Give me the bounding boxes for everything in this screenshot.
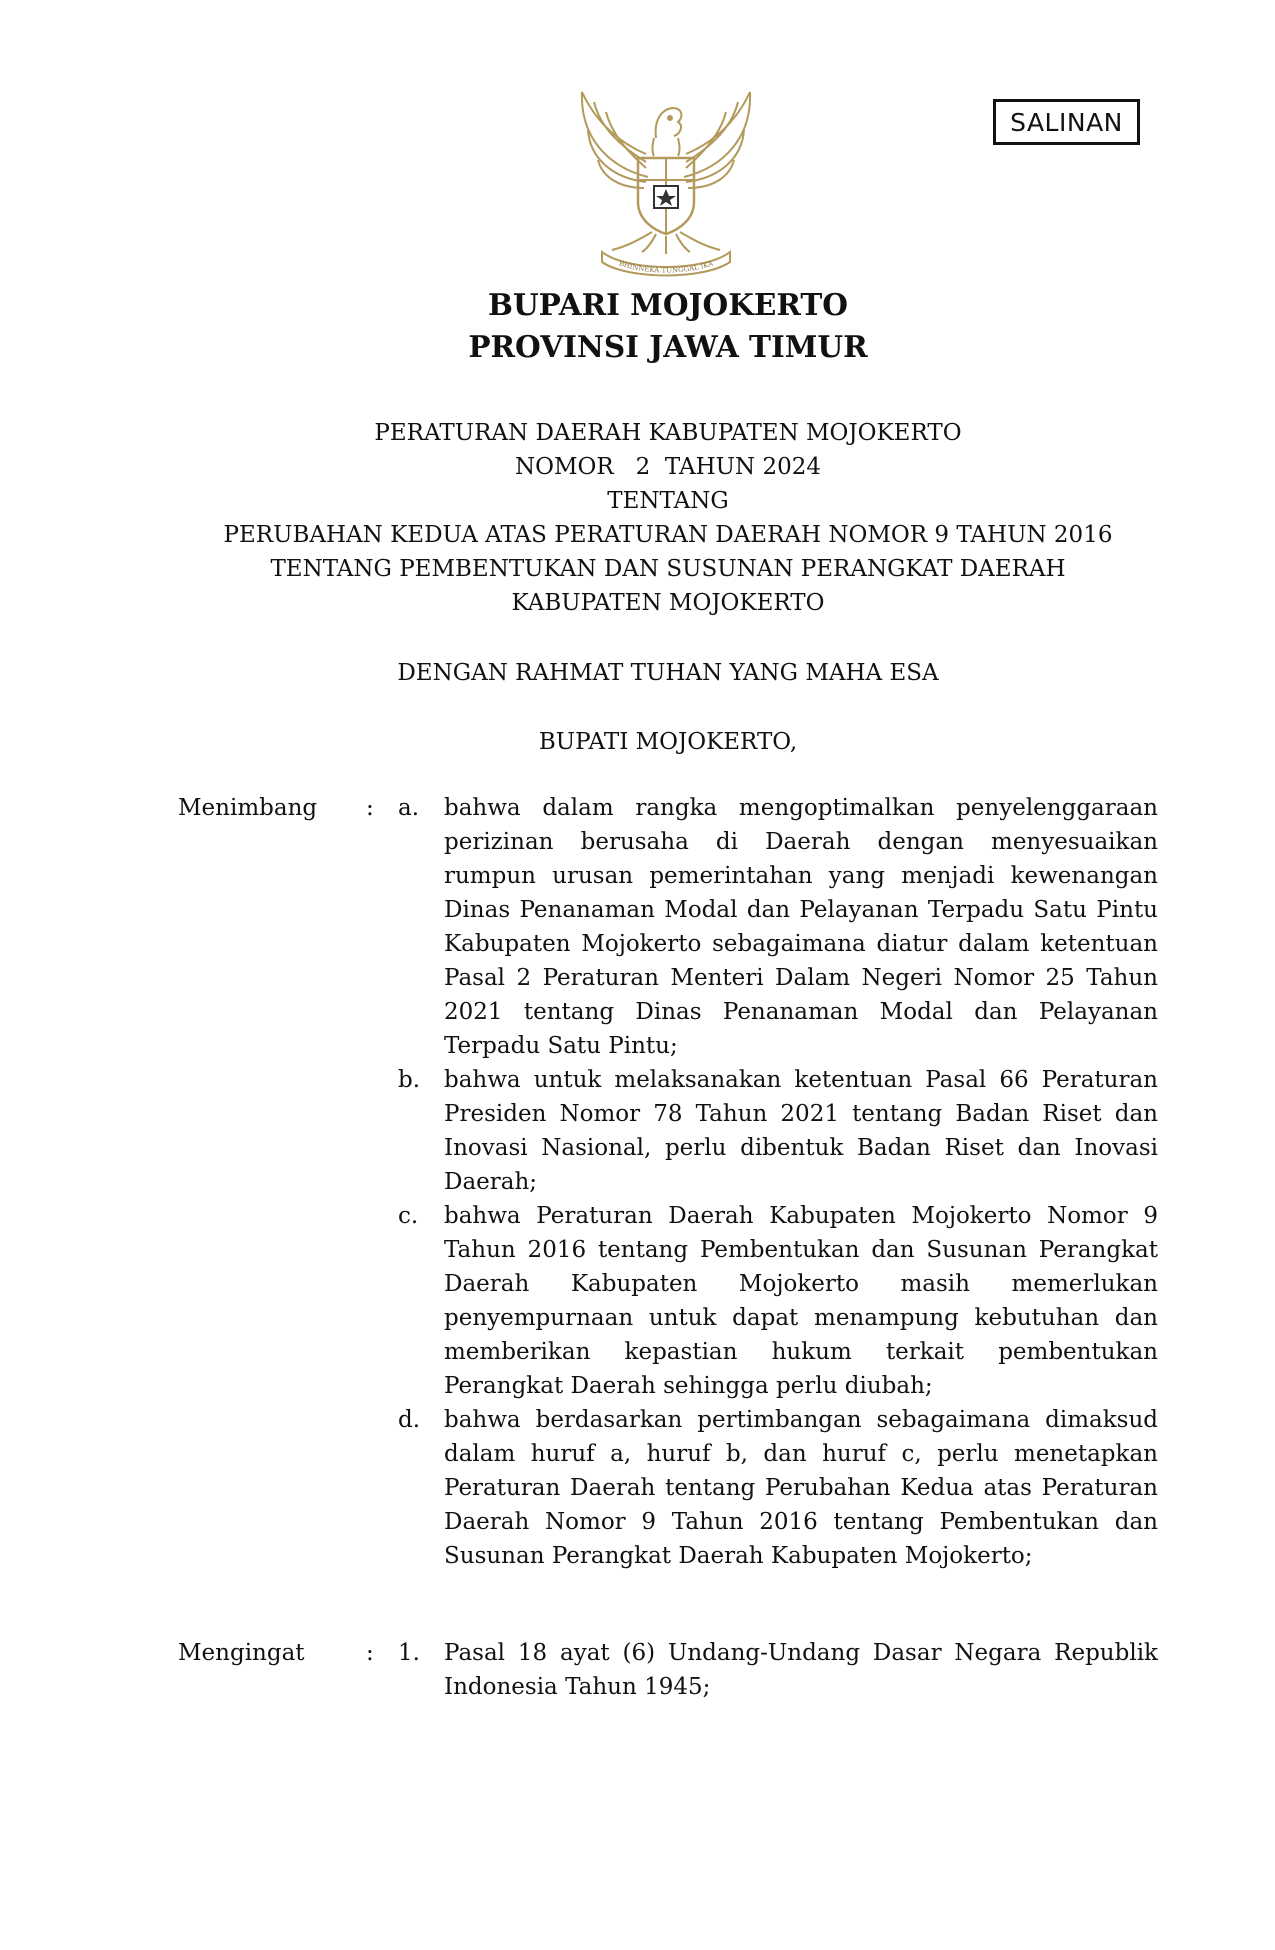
salinan-stamp: SALINAN — [993, 99, 1140, 145]
menimbang-colon: : — [366, 795, 374, 821]
item-marker: 1. — [398, 1640, 420, 1666]
title-line: KABUPATEN MOJOKERTO — [511, 590, 825, 616]
title-line: TENTANG PEMBENTUKAN DAN SUSUNAN PERANGKAT DAERAH — [270, 556, 1066, 582]
item-text: bahwa Peraturan Daerah Kabupaten Mojokerto Nomor 9 Tahun 2016 tentang Pembentukan dan Susunan Perangkat Daerah Kabupaten Mojokerto masih memerlukan penyempurnaan untuk dapat menampung kebutuhan dan memberikan kepastian hukum terkait pembentukan Perangkat Daerah sehingga perlu diubah; — [444, 1203, 1158, 1399]
list-item — [398, 1403, 1158, 1573]
province-heading: PROVINSI JAWA TIMUR — [468, 329, 868, 364]
preamble-rahmat: DENGAN RAHMAT TUHAN YANG MAHA ESA — [397, 660, 939, 686]
mengingat-colon: : — [366, 1640, 374, 1666]
mengingat-list — [398, 1636, 1158, 1704]
item-marker: d. — [398, 1407, 421, 1433]
mengingat-label: Mengingat — [178, 1640, 305, 1666]
item-marker: a. — [398, 795, 420, 821]
menimbang-list — [398, 791, 1158, 1573]
regulation-title — [0, 416, 1275, 620]
list-item — [398, 1063, 1158, 1199]
garuda-emblem-icon — [568, 82, 764, 280]
preamble-official: BUPATI MOJOKERTO, — [538, 729, 798, 755]
item-marker: b. — [398, 1067, 421, 1093]
item-marker: c. — [398, 1203, 419, 1229]
title-line: TENTANG — [607, 488, 729, 514]
list-item — [398, 1636, 1158, 1704]
list-item — [398, 791, 1158, 1063]
menimbang-label: Menimbang — [178, 795, 318, 821]
item-text: bahwa untuk melaksanakan ketentuan Pasal 66 Peraturan Presiden Nomor 78 Tahun 2021 tentang Badan Riset dan Inovasi Nasional, perlu dibentuk Badan Riset dan Inovasi Daerah; — [444, 1067, 1158, 1195]
emblem-motto: BHINNEKA TUNGGAL IKA — [617, 259, 715, 275]
regent-heading: BUPARI MOJOKERTO — [488, 287, 848, 322]
item-text: Pasal 18 ayat (6) Undang-Undang Dasar Negara Republik Indonesia Tahun 1945; — [444, 1640, 1158, 1700]
title-line: PERATURAN DAERAH KABUPATEN MOJOKERTO — [374, 420, 962, 446]
list-item — [398, 1199, 1158, 1403]
title-line: PERUBAHAN KEDUA ATAS PERATURAN DAERAH NOMOR 9 TAHUN 2016 — [223, 522, 1113, 548]
item-text: bahwa berdasarkan pertimbangan sebagaimana dimaksud dalam huruf a, huruf b, dan huruf c, perlu menetapkan Peraturan Daerah tentang Perubahan Kedua atas Peraturan Daerah Nomor 9 Tahun 2016 tentang Pembentukan dan Susunan Perangkat Daerah Kabupaten Mojokerto; — [444, 1407, 1158, 1569]
title-line: NOMOR 2 TAHUN 2024 — [515, 454, 821, 480]
item-text: bahwa dalam rangka mengoptimalkan penyelenggaraan perizinan berusaha di Daerah dengan menyesuaikan rumpun urusan pemerintahan yang menjadi kewenangan Dinas Penanaman Modal dan Pelayanan Terpadu Satu Pintu Kabupaten Mojokerto sebagaimana diatur dalam ketentuan Pasal 2 Peraturan Menteri Dalam Negeri Nomor 25 Tahun 2021 tentang Dinas Penanaman Modal dan Pelayanan Terpadu Satu Pintu; — [444, 795, 1158, 1059]
